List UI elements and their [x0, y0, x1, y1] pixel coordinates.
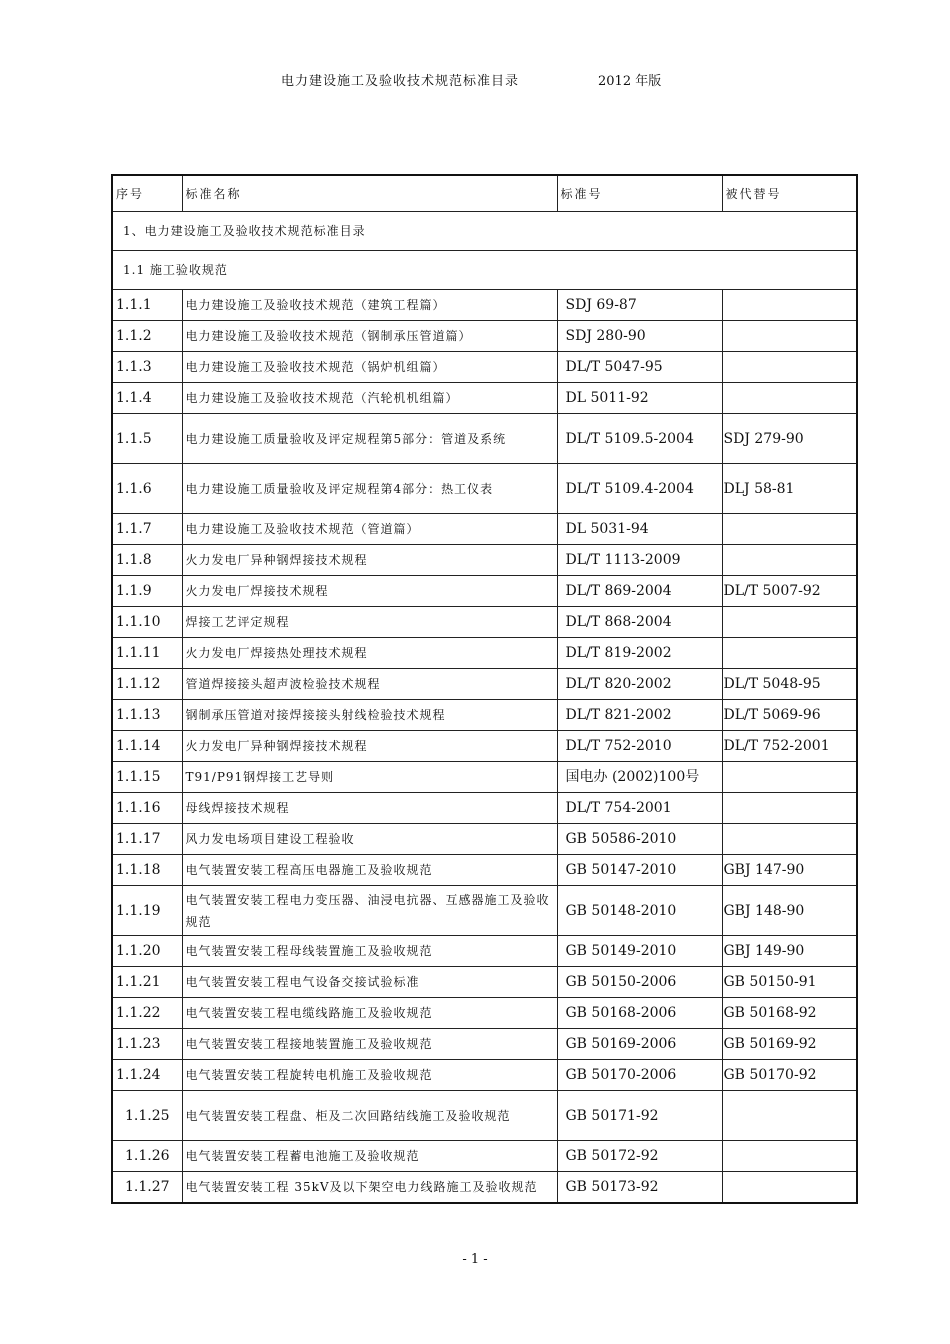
standard-code-cell: DL/T 819-2002: [557, 638, 722, 669]
standard-name-cell: 电力建设施工及验收技术规范（汽轮机机组篇）: [182, 383, 557, 414]
standard-number-cell: 1.1.12: [112, 669, 182, 700]
table-row: [112, 414, 857, 464]
standard-name-cell: T91/P91钢焊接工艺导则: [182, 762, 557, 793]
page-header: [0, 70, 950, 90]
replaced-code-cell: [722, 607, 857, 638]
table-row: [112, 1091, 857, 1141]
standard-number-cell: 1.1.6: [112, 464, 182, 514]
document-year: 2012 年版: [598, 74, 662, 89]
replaced-code-cell: [722, 514, 857, 545]
standard-code-cell: DL/T 754-2001: [557, 793, 722, 824]
standard-name-cell: 风力发电场项目建设工程验收: [182, 824, 557, 855]
table-row: [112, 886, 857, 936]
table-row: [112, 762, 857, 793]
standard-code-cell: GB 50168-2006: [557, 998, 722, 1029]
standard-code-cell: SDJ 280-90: [557, 321, 722, 352]
section-title: 1、电力建设施工及验收技术规范标准目录: [112, 212, 857, 251]
page-number: - 1 -: [462, 1252, 488, 1267]
replaced-code-cell: DL/T 5069-96: [722, 700, 857, 731]
standard-number-cell: 1.1.10: [112, 607, 182, 638]
replaced-code-cell: [722, 1172, 857, 1204]
table-row: [112, 576, 857, 607]
replaced-code-cell: GB 50168-92: [722, 998, 857, 1029]
standard-code-cell: SDJ 69-87: [557, 290, 722, 321]
table-row: [112, 1029, 857, 1060]
table-row: [112, 824, 857, 855]
table-row: [112, 855, 857, 886]
table-row: [112, 936, 857, 967]
standard-code-cell: GB 50172-92: [557, 1141, 722, 1172]
table-row: [112, 464, 857, 514]
replaced-code-cell: DL/T 752-2001: [722, 731, 857, 762]
column-header-no: 序号: [112, 175, 182, 212]
standard-code-cell: GB 50170-2006: [557, 1060, 722, 1091]
standard-number-cell: 1.1.3: [112, 352, 182, 383]
standard-name-cell: 火力发电厂异种钢焊接技术规程: [182, 731, 557, 762]
standard-code-cell: DL/T 5047-95: [557, 352, 722, 383]
table-row: [112, 1060, 857, 1091]
standard-name-cell: 火力发电厂异种钢焊接技术规程: [182, 545, 557, 576]
table-row: [112, 638, 857, 669]
standard-name-cell: 火力发电厂焊接热处理技术规程: [182, 638, 557, 669]
table-row: [112, 967, 857, 998]
standard-number-cell: 1.1.24: [112, 1060, 182, 1091]
replaced-code-cell: [722, 321, 857, 352]
standard-code-cell: 国电办 (2002)100号: [557, 762, 722, 793]
standard-code-cell: DL/T 5109.5-2004: [557, 414, 722, 464]
standard-number-cell: 1.1.21: [112, 967, 182, 998]
standard-code-cell: DL/T 5109.4-2004: [557, 464, 722, 514]
standard-number-cell: 1.1.16: [112, 793, 182, 824]
standards-table: [111, 174, 858, 1204]
standard-number-cell: 1.1.20: [112, 936, 182, 967]
replaced-code-cell: GB 50169-92: [722, 1029, 857, 1060]
standard-code-cell: DL/T 1113-2009: [557, 545, 722, 576]
standard-number-cell: 1.1.22: [112, 998, 182, 1029]
standard-name-cell: 电气装置安装工程接地装置施工及验收规范: [182, 1029, 557, 1060]
table-row: [112, 1141, 857, 1172]
table-row: [112, 514, 857, 545]
standard-name-cell: 焊接工艺评定规程: [182, 607, 557, 638]
replaced-code-cell: DL/T 5007-92: [722, 576, 857, 607]
table-row: [112, 700, 857, 731]
table-row: [112, 290, 857, 321]
standard-name-cell: 电气装置安装工程母线装置施工及验收规范: [182, 936, 557, 967]
table-row: [112, 1172, 857, 1204]
standard-code-cell: GB 50169-2006: [557, 1029, 722, 1060]
standard-number-cell: 1.1.23: [112, 1029, 182, 1060]
table-row: [112, 731, 857, 762]
replaced-code-cell: DL/T 5048-95: [722, 669, 857, 700]
replaced-code-cell: [722, 1141, 857, 1172]
standard-code-cell: DL/T 820-2002: [557, 669, 722, 700]
standard-name-cell: 电气装置安装工程电缆线路施工及验收规范: [182, 998, 557, 1029]
standard-code-cell: DL/T 821-2002: [557, 700, 722, 731]
standard-number-cell: 1.1.5: [112, 414, 182, 464]
table-header-row: [112, 175, 857, 212]
replaced-code-cell: SDJ 279-90: [722, 414, 857, 464]
replaced-code-cell: GB 50170-92: [722, 1060, 857, 1091]
standard-code-cell: GB 50173-92: [557, 1172, 722, 1204]
standard-name-cell: 电气装置安装工程旋转电机施工及验收规范: [182, 1060, 557, 1091]
table-row: [112, 607, 857, 638]
table-row: [112, 669, 857, 700]
subsection-title: 1.1 施工验收规范: [112, 251, 857, 290]
standard-code-cell: GB 50586-2010: [557, 824, 722, 855]
standard-name-cell: 电气装置安装工程盘、柜及二次回路结线施工及验收规范: [182, 1091, 557, 1141]
replaced-code-cell: [722, 1091, 857, 1141]
standard-name-cell: 电气装置安装工程高压电器施工及验收规范: [182, 855, 557, 886]
table-row: [112, 383, 857, 414]
standard-number-cell: 1.1.13: [112, 700, 182, 731]
standard-name-cell: 火力发电厂焊接技术规程: [182, 576, 557, 607]
standard-name-cell: 钢制承压管道对接焊接接头射线检验技术规程: [182, 700, 557, 731]
standard-code-cell: GB 50148-2010: [557, 886, 722, 936]
standard-name-cell: 母线焊接技术规程: [182, 793, 557, 824]
column-header-name: 标准名称: [182, 175, 557, 212]
table-row: [112, 998, 857, 1029]
standard-code-cell: DL/T 752-2010: [557, 731, 722, 762]
column-header-code: 标准号: [557, 175, 722, 212]
standard-number-cell: 1.1.8: [112, 545, 182, 576]
replaced-code-cell: [722, 290, 857, 321]
replaced-code-cell: GBJ 149-90: [722, 936, 857, 967]
standard-name-cell: 电力建设施工质量验收及评定规程第5部分：管道及系统: [182, 414, 557, 464]
standard-number-cell: 1.1.27: [112, 1172, 182, 1204]
standard-number-cell: 1.1.9: [112, 576, 182, 607]
standard-name-cell: 电力建设施工及验收技术规范（建筑工程篇）: [182, 290, 557, 321]
standard-name-cell: 电气装置安装工程 35kV及以下架空电力线路施工及验收规范: [182, 1172, 557, 1204]
standard-number-cell: 1.1.4: [112, 383, 182, 414]
replaced-code-cell: [722, 824, 857, 855]
standard-name-cell: 电力建设施工及验收技术规范（钢制承压管道篇）: [182, 321, 557, 352]
standard-name-cell: 电气装置安装工程电力变压器、油浸电抗器、互感器施工及验收规范: [182, 886, 557, 936]
replaced-code-cell: GB 50150-91: [722, 967, 857, 998]
standard-code-cell: DL 5031-94: [557, 514, 722, 545]
standard-code-cell: GB 50149-2010: [557, 936, 722, 967]
document-title: 电力建设施工及验收技术规范标准目录: [281, 74, 520, 89]
standard-number-cell: 1.1.25: [112, 1091, 182, 1141]
standard-name-cell: 电气装置安装工程蓄电池施工及验收规范: [182, 1141, 557, 1172]
standard-number-cell: 1.1.18: [112, 855, 182, 886]
standard-number-cell: 1.1.19: [112, 886, 182, 936]
table-row: [112, 793, 857, 824]
replaced-code-cell: GBJ 148-90: [722, 886, 857, 936]
replaced-code-cell: DLJ 58-81: [722, 464, 857, 514]
standard-code-cell: GB 50150-2006: [557, 967, 722, 998]
standard-number-cell: 1.1.7: [112, 514, 182, 545]
subsection-row: [112, 251, 857, 290]
replaced-code-cell: [722, 383, 857, 414]
standard-name-cell: 管道焊接接头超声波检验技术规程: [182, 669, 557, 700]
column-header-replaced: 被代替号: [722, 175, 857, 212]
table-row: [112, 545, 857, 576]
standard-name-cell: 电气装置安装工程电气设备交接试验标准: [182, 967, 557, 998]
table-row: [112, 352, 857, 383]
standard-code-cell: GB 50171-92: [557, 1091, 722, 1141]
replaced-code-cell: [722, 762, 857, 793]
standard-code-cell: GB 50147-2010: [557, 855, 722, 886]
standard-code-cell: DL 5011-92: [557, 383, 722, 414]
replaced-code-cell: [722, 545, 857, 576]
replaced-code-cell: [722, 793, 857, 824]
standard-number-cell: 1.1.17: [112, 824, 182, 855]
standard-code-cell: DL/T 869-2004: [557, 576, 722, 607]
standard-number-cell: 1.1.15: [112, 762, 182, 793]
table-row: [112, 321, 857, 352]
standard-code-cell: DL/T 868-2004: [557, 607, 722, 638]
standard-number-cell: 1.1.11: [112, 638, 182, 669]
standard-name-cell: 电力建设施工质量验收及评定规程第4部分：热工仪表: [182, 464, 557, 514]
standard-number-cell: 1.1.1: [112, 290, 182, 321]
standard-name-cell: 电力建设施工及验收技术规范（锅炉机组篇）: [182, 352, 557, 383]
replaced-code-cell: GBJ 147-90: [722, 855, 857, 886]
replaced-code-cell: [722, 352, 857, 383]
standard-name-cell: 电力建设施工及验收技术规范（管道篇）: [182, 514, 557, 545]
standard-number-cell: 1.1.2: [112, 321, 182, 352]
section-row: [112, 212, 857, 251]
replaced-code-cell: [722, 638, 857, 669]
standard-number-cell: 1.1.14: [112, 731, 182, 762]
standard-number-cell: 1.1.26: [112, 1141, 182, 1172]
